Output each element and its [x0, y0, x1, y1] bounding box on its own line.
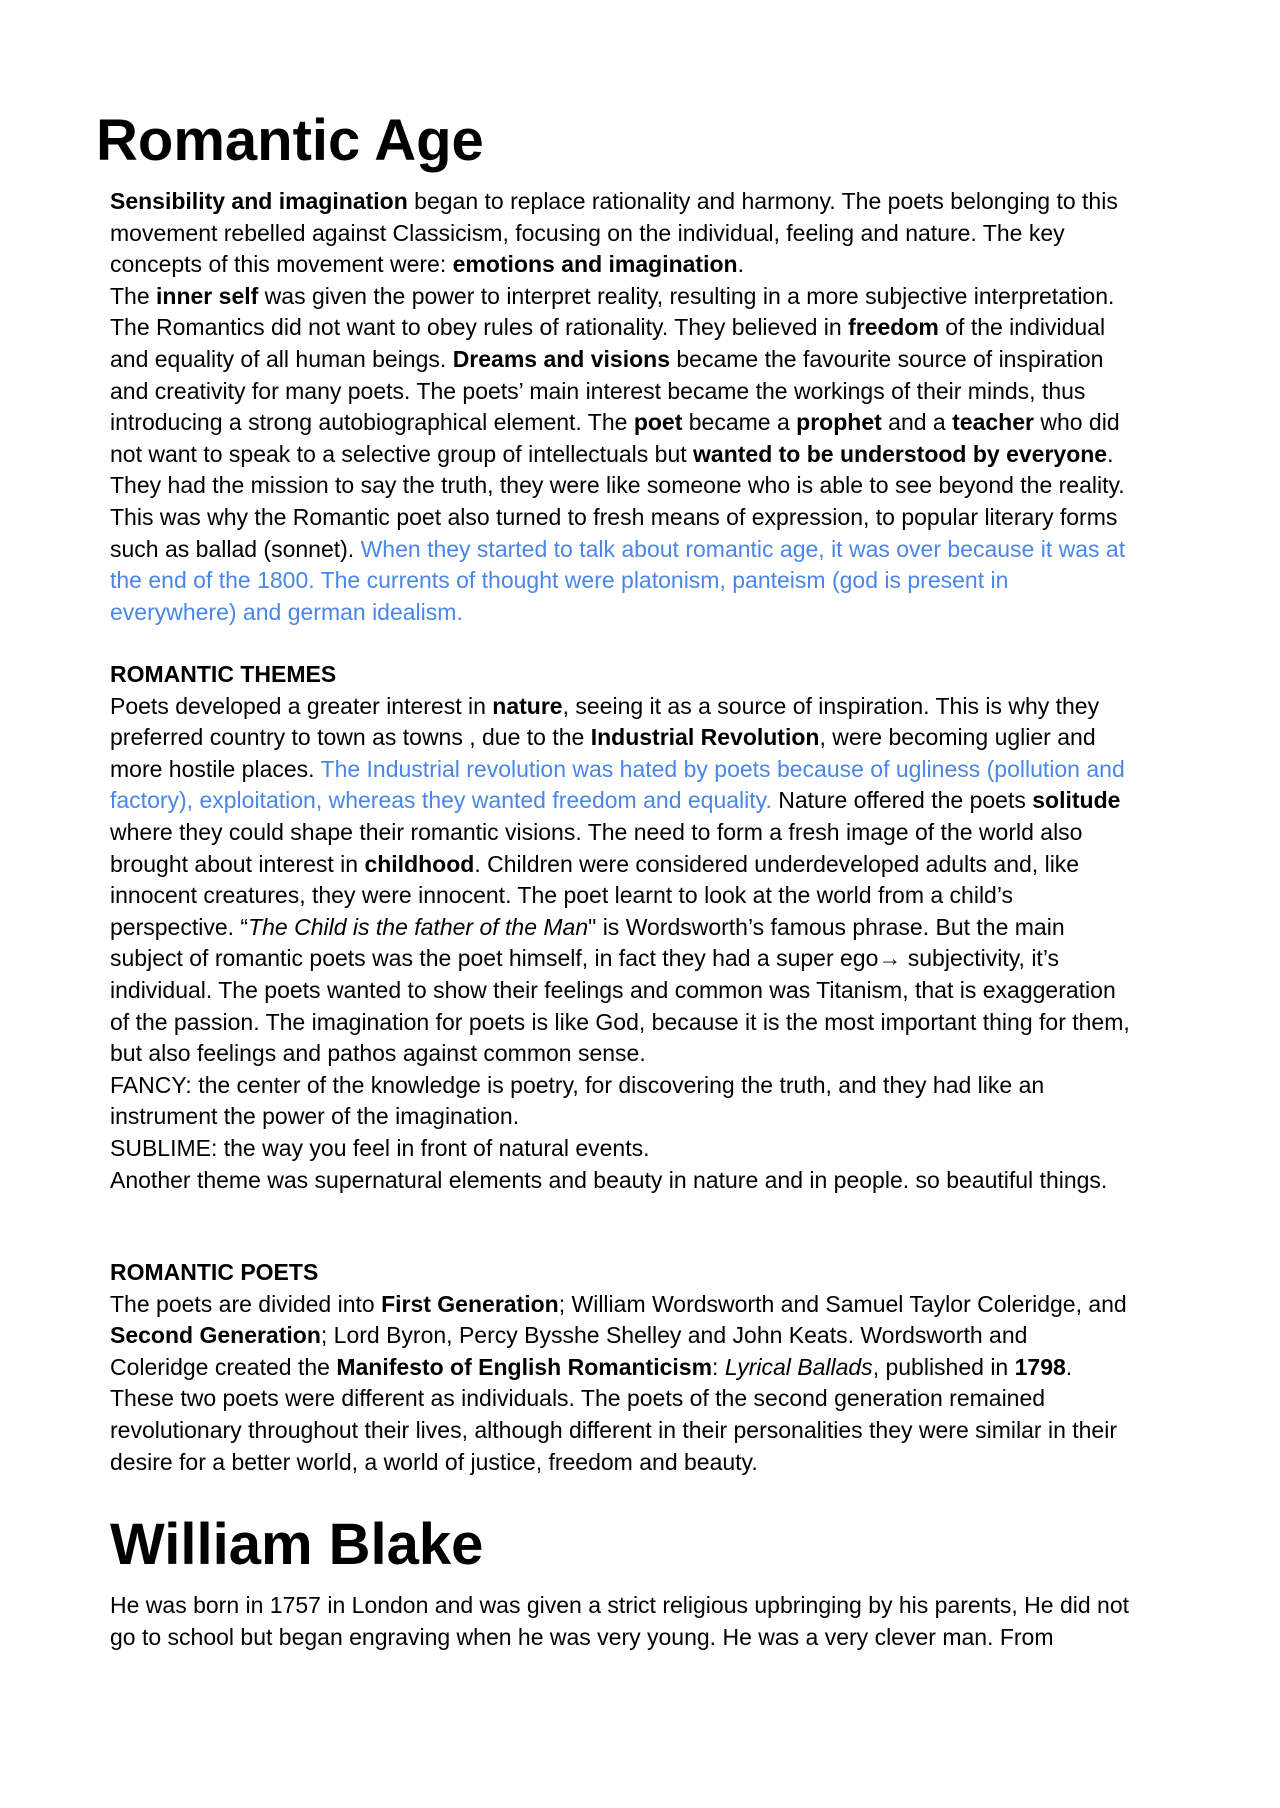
text: of the individual and equality of all human beings. [110, 314, 1106, 372]
italic-quote: The Child is the father of the Man [248, 913, 589, 940]
bold-text: 1798 [1014, 1353, 1066, 1380]
section-heading-themes: ROMANTIC THEMES [110, 661, 337, 687]
text: became a [682, 409, 797, 436]
bold-text: childhood [364, 850, 475, 877]
fancy-paragraph: FANCY: the center of the knowledge is poetry, for discovering the truth, and they had like an instrument the power of the imagination. [110, 1071, 1045, 1130]
italic-title: Lyrical Ballads [724, 1353, 873, 1380]
bold-text: Industrial Revolution [590, 724, 820, 751]
highlighted-note: When they started to talk about romantic age, it was over because it was at the end of the 1800. The currents of thought were platonism, panteism (god is present in everywhere) and german idealism. [110, 535, 1126, 625]
intro-section [110, 186, 1130, 628]
section-heading-poets: ROMANTIC POETS [110, 1259, 319, 1285]
blake-paragraph: He was born in 1757 in London and was given a strict religious upbringing by his parents, He did not go to school but began engraving when he was very young. He was a very clever man. From [110, 1592, 1130, 1650]
bold-text: solitude [1032, 787, 1121, 814]
bold-text: First Generation [381, 1290, 559, 1317]
bold-text: teacher [952, 409, 1034, 436]
another-theme-paragraph: Another theme was supernatural elements and beauty in nature and in people. so beautiful things. [110, 1166, 1108, 1193]
text: " is Wordsworth’s famous phrase. But the main subject of romantic poets was the poet himself, in fact they had a super ego→ subjectivity, it’s individual. The poets wanted to show their feelings and common was Titanism, that is exaggeration of the passion. The imagination for poets is like God, because it is the most important thing for them, but also feelings and pathos against common sense. [110, 913, 1130, 1067]
sublime-paragraph: SUBLIME: the way you feel in front of natural events. [110, 1134, 650, 1161]
text: became the favourite source of inspiration and creativity for many poets. The poets’ main interest became the workings of their minds, thus introducing a strong autobiographical element. The [110, 345, 1104, 436]
text: ; Lord Byron, Percy Bysshe Shelley and John Keats. Wordsworth and Coleridge created the [110, 1322, 1028, 1380]
page-title: Romantic Age [96, 108, 484, 173]
text: . They had the mission to say the truth, they were like someone who is able to see beyond the reality. This was why the Romantic poet also turned to fresh means of expression, to popular literary forms such as ballad (sonnet). [110, 440, 1125, 562]
poets-section [110, 1257, 1130, 1478]
text: and a [881, 409, 953, 436]
text: ; William Wordsworth and Samuel Taylor Coleridge, and [558, 1290, 1127, 1317]
bold-text: prophet [796, 409, 882, 436]
section-title-blake: William Blake [110, 1512, 484, 1577]
bold-text: Manifesto of English Romanticism [336, 1353, 713, 1380]
text: . Children were considered underdeveloped adults and, like innocent creatures, they were innocent. The poet learnt to look at the world from a child’s perspective. “ [110, 850, 1080, 940]
intro-paragraph-2 [110, 281, 1130, 629]
text: where they could shape their romantic visions. The need to form a fresh image of the world also brought about interest in [110, 818, 1083, 877]
text: Poets developed a greater interest in [110, 692, 493, 719]
bold-text: inner self [156, 282, 259, 309]
text: Nature offered the poets [771, 787, 1033, 814]
highlighted-note: The Industrial revolution was hated by poets because of ugliness (pollution and factory), exploitation, whereas they wanted freedom and equality. [110, 755, 1125, 814]
blake-section [110, 1590, 1130, 1653]
bold-text: Second Generation [110, 1322, 321, 1349]
text: . [737, 251, 744, 278]
bold-text: poet [633, 409, 683, 436]
text: . These two poets were different as individuals. The poets of the second generation remained revolutionary throughout their lives, although different in their personalities they were similar in their desire for a better world, a world of justice, freedom and beauty. [110, 1353, 1117, 1475]
text: , published in [872, 1353, 1015, 1380]
bold-text: Dreams and visions [452, 345, 670, 372]
themes-section [110, 659, 1130, 1196]
intro-paragraph-1 [110, 186, 1130, 281]
text: : [712, 1353, 725, 1380]
text: who did not want to speak to a selective group of intellectuals but [110, 409, 1120, 467]
bold-text: emotions and imagination [452, 251, 738, 278]
text: The poets are divided into [110, 1290, 382, 1317]
text: began to replace rationality and harmony. The poets belonging to this movement rebelled against Classicism, focusing on the individual, feeling and nature. The key concepts of this movement were: [110, 188, 1118, 278]
bold-text: Sensibility and imagination [110, 188, 408, 214]
text: , seeing it as a source of inspiration. This is why they preferred country to town as towns , due to the [110, 692, 1100, 751]
bold-text: freedom [848, 314, 939, 341]
text: was given the power to interpret reality, resulting in a more subjective interpretation. The Romantics did not want to obey rules of rationality. They believed in [110, 282, 1115, 341]
text: , were becoming uglier and more hostile places. [110, 724, 1096, 782]
poets-paragraph [110, 1289, 1130, 1479]
themes-paragraph [110, 691, 1130, 1070]
bold-text: wanted to be understood by everyone [693, 440, 1108, 467]
bold-text: nature [492, 692, 563, 719]
text: The [110, 282, 157, 309]
